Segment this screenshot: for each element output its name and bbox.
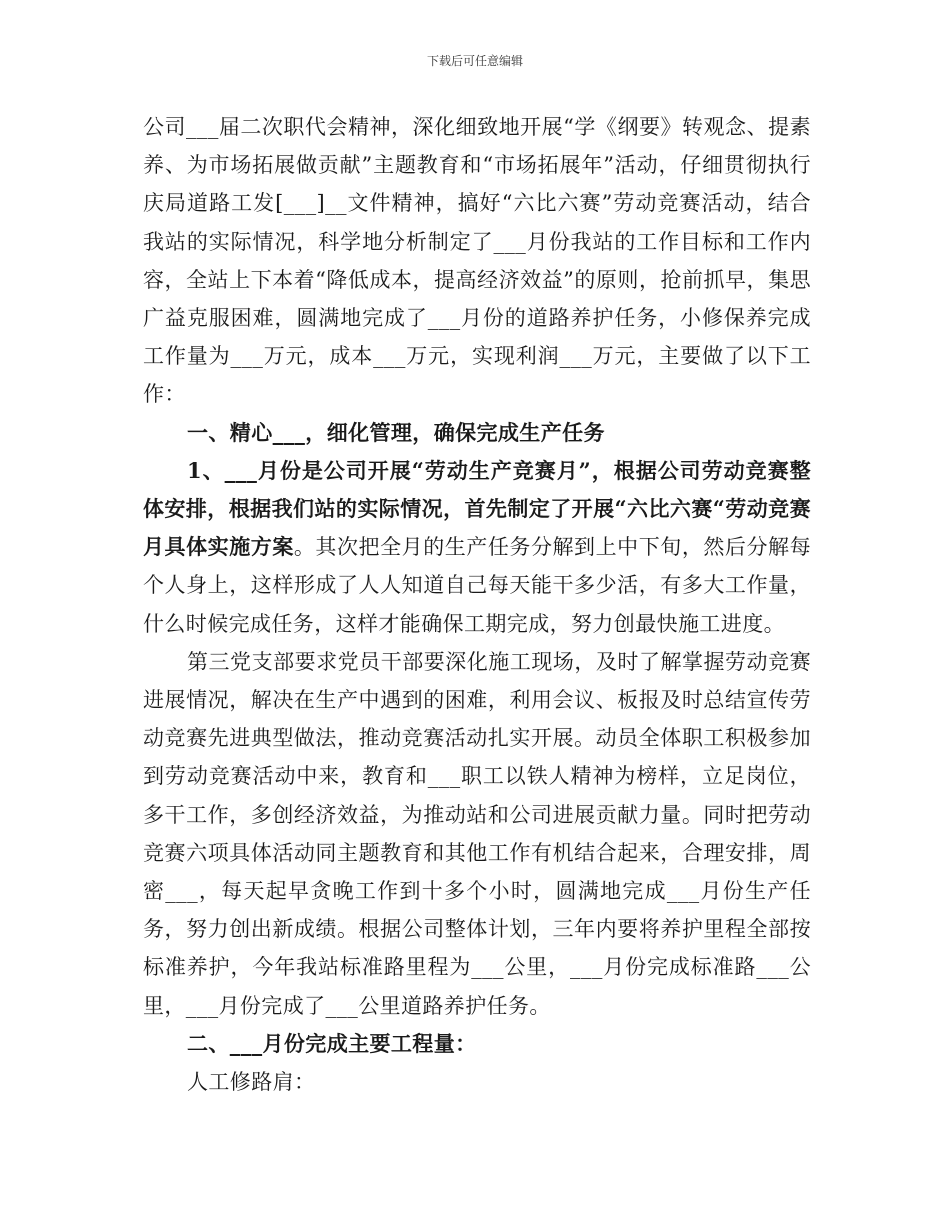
manual-shoulder-line: 人工修路肩：: [187, 1070, 316, 1095]
paragraph-item-1-bold: 1、___月份是公司开展“劳动生产竞赛月”，根据公司劳动竞赛整体安排，根据我们站的实际情况，首先制定了开展“六比六赛“劳动竞赛月具体实施方案: [143, 457, 811, 560]
section-heading-1: 一、精心___，细化管理，确保完成生产任务: [187, 419, 605, 445]
section-heading-2: 二、___月份完成主要工程量：: [187, 1030, 477, 1056]
document-body: [143, 108, 811, 1101]
page-header: 下载后可任意编辑: [426, 54, 523, 68]
party-branch-paragraph: 第三党支部要求党员干部要深化施工现场，及时了解掌握劳动竞赛进展情况，解决在生产中遇到的困难，利用会议、板报及时总结宣传劳动竞赛先进典型做法，推动竞赛活动扎实开展。动员全体职工积极参加到劳动竞赛活动中来，教育和___职工以铁人精神为榜样，立足岗位，多干工作，多创经济效益，为推动站和公司进展贡献力量。同时把劳动竞赛六项具体活动同主题教育和其他工作有机结合起来，合理安排，周密___，每天起早贪晚工作到十多个小时，圆满地完成___月份生产任务，努力创出新成绩。根据公司整体计划，三年内要将养护里程全部按标准养护，今年我站标准路里程为___公里，___月份完成标准路___公里，___月份完成了___公里道路养护任务。: [143, 649, 811, 1018]
paragraph-item-1: [143, 452, 811, 643]
paragraph-item-1-rest: 。其次把全月的生产任务分解到上中下旬，然后分解每个人身上，这样形成了人人知道自己每天能干多少活，有多大工作量，什么时候完成任务，这样才能确保工期完成，努力创最快施工进度。: [143, 535, 811, 636]
intro-paragraph: 公司___届二次职代会精神，深化细致地开展“学《纲要》转观念、提素养、为市场拓展做贡献”主题教育和“市场拓展年”活动，仔细贯彻执行庆局道路工发[___]__文件精神，搞好“六比六赛”劳动竞赛活动，结合我站的实际情况，科学地分析制定了___月份我站的工作目标和工作内容，全站上下本着“降低成本，提高经济效益”的原则，抢前抓早，集思广益克服困难，圆满地完成了___月份的道路养护任务，小修保养完成工作量为___万元，成本___万元，实现利润___万元，主要做了以下工作：: [143, 115, 811, 407]
